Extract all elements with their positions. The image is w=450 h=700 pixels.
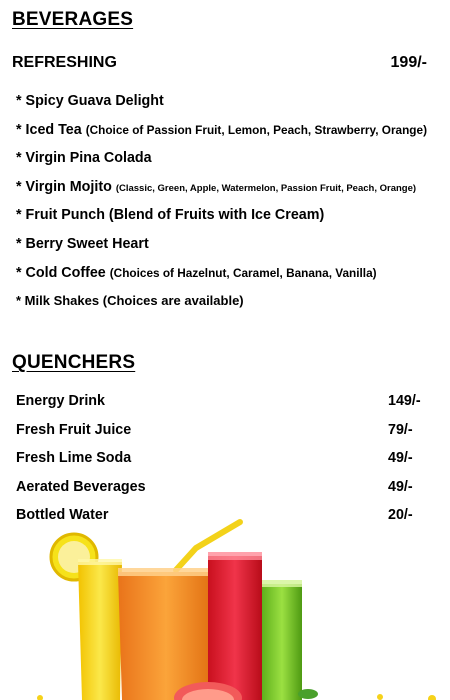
item-name: * Virgin Mojito [16,178,112,195]
item-price: 49/- [388,478,413,495]
menu-item [16,121,446,150]
menu-item [16,478,416,507]
item-name: * Fruit Punch (Blend of Fruits with Ice Cream) [16,207,325,224]
item-name: * Cold Coffee [16,264,106,281]
menu-item [16,421,416,450]
item-name: Fresh Fruit Juice [16,421,132,438]
droplet-icon [428,695,436,700]
refreshing-list [16,92,446,321]
menu-item [16,292,446,321]
menu-item [16,449,416,478]
menu-item [16,392,421,421]
menu-item [16,92,446,121]
item-name: * Spicy Guava Delight [16,93,164,109]
item-price: 20/- [388,507,413,524]
beverages-title: BEVERAGES [12,9,134,30]
item-price: 149/- [388,393,421,409]
orange-juice-glass-icon [118,568,214,700]
item-note: (Classic, Green, Apple, Watermelon, Passion Fruit, Peach, Orange) [115,182,417,194]
red-juice-glass-icon [208,552,262,700]
juice-glasses-illustration [0,510,450,700]
refreshing-header [12,54,427,72]
refreshing-label: REFRESHING [12,54,117,71]
quenchers-title: QUENCHERS [12,352,136,373]
yellow-juice-glass-icon [78,559,122,700]
item-note: (Choices of Hazelnut, Caramel, Banana, Vanilla) [109,265,377,280]
droplet-icon [377,694,383,700]
droplet-icon [37,695,43,700]
refreshing-price: 199/- [390,54,427,71]
menu-item [16,235,446,264]
menu-item [16,264,446,293]
item-name: Bottled Water [16,507,109,524]
menu-item [16,178,446,207]
item-name: * Virgin Pina Colada [16,150,152,167]
item-price: 49/- [388,450,413,467]
item-name: * Berry Sweet Heart [16,235,149,252]
leaf-icon [298,689,318,699]
item-name: Aerated Beverages [16,478,146,495]
item-note: (Choice of Passion Fruit, Lemon, Peach, Strawberry, Orange) [85,122,427,137]
item-name: * Milk Shakes [16,293,100,309]
item-price: 79/- [388,421,413,438]
item-name: * Iced Tea [16,121,82,138]
green-juice-glass-icon [262,580,302,700]
item-name: Fresh Lime Soda [16,450,132,467]
item-note: (Choices are available) [102,293,244,309]
menu-item [16,149,446,178]
menu-item [16,206,446,235]
item-name: Energy Drink [16,393,105,409]
